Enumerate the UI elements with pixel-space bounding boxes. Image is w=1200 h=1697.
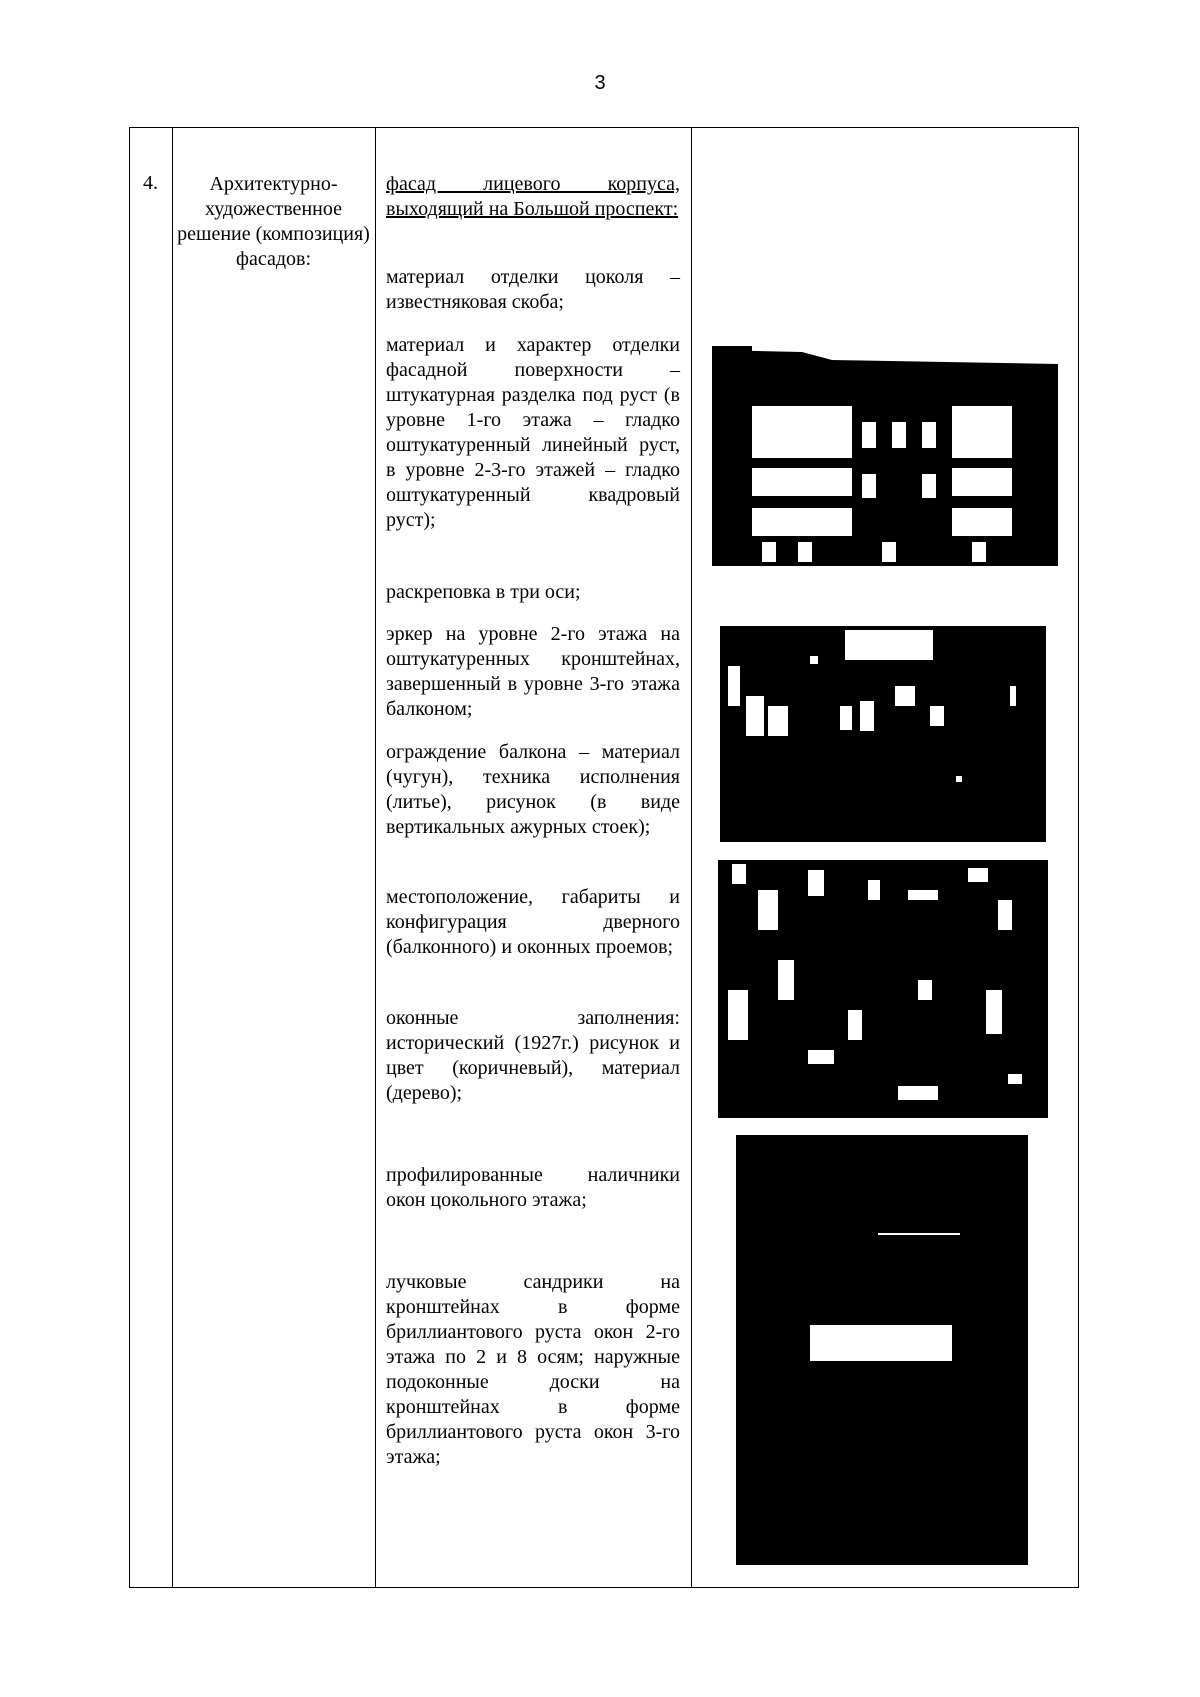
column-divider-2 <box>375 127 376 1588</box>
facade-photo-graphic <box>712 346 1058 566</box>
item-text: профилированные наличники окон цокольного этажа; <box>386 1164 680 1211</box>
facade-photo <box>712 346 1058 566</box>
window-fill-photo <box>718 860 1048 1118</box>
item-text: материал и характер отделки фасадной поверхности – штукатурная разделка под руст (в уровне 1-го этажа – гладко оштукатуренный линейный руст, в уровне 2-3-го этажей – гладко оштукатуренный квадровый руст); <box>386 334 680 531</box>
section-header: фасад лицевого корпуса, выходящий на Большой проспект: <box>386 173 680 220</box>
window-fill-photo-graphic <box>718 860 1048 1118</box>
item-text: раскреповка в три оси; <box>386 581 581 603</box>
page-number: 3 <box>594 72 606 94</box>
window-trim-photo-graphic <box>736 1135 1028 1565</box>
item-text: лучковые сандрики на кронштейнах в форме бриллиантового руста окон 2-го этажа по 2 и 8 осям; наружные подоконные доски на кронштейнах в форме бриллиантового руста окон 3-го этажа; <box>386 1271 680 1468</box>
column-divider-1 <box>172 127 173 1588</box>
item-text: материал отделки цоколя – известняковая скоба; <box>386 266 680 313</box>
item-text: оконные заполнения: исторический (1927г.) рисунок и цвет (коричневый), материал (дерево); <box>386 1007 680 1104</box>
column-divider-3 <box>691 127 692 1588</box>
item-text: ограждение балкона – материал (чугун), техника исполнения (литье), рисунок (в виде вертикальных ажурных стоек); <box>386 741 680 838</box>
window-trim-photo <box>736 1135 1028 1565</box>
item-text: местоположение, габариты и конфигурация дверного (балконного) и оконных проемов; <box>386 886 680 958</box>
row-number: 4. <box>143 172 158 194</box>
item-text: эркер на уровне 2-го этажа на оштукатуренных кронштейнах, завершенный в уровне 3-го этажа балконом; <box>386 623 680 720</box>
row-name: Архитектурно-художественное решение (композиция) фасадов: <box>177 173 370 270</box>
bay-window-photo-graphic <box>720 626 1046 842</box>
bay-window-photo <box>720 626 1046 842</box>
